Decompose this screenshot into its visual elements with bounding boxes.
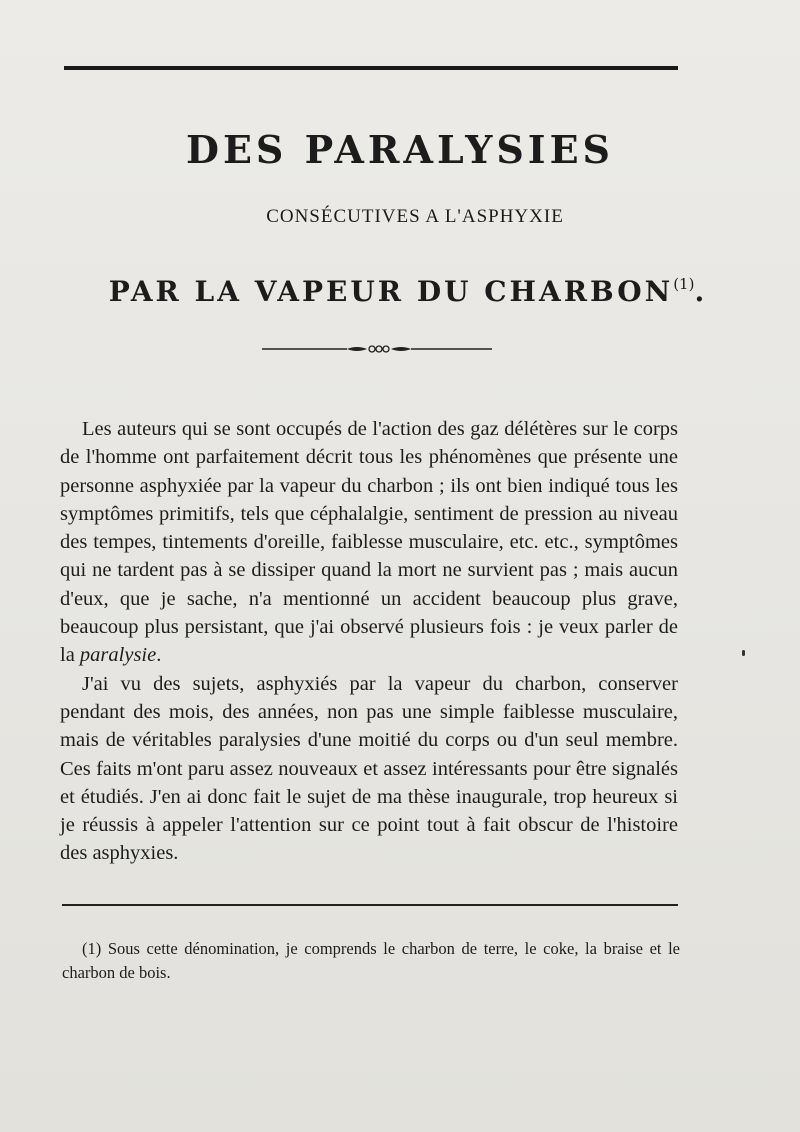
paragraph-text: Les auteurs qui se sont occupés de l'action des gaz délétères sur le corps de l'homme ont parfaitement décrit tous les phénomènes que présente une personne asphyxiée par la vapeur du charbon ; ils ont bien indiqué tous les symptômes primitifs, tels que céphalalgie, sentiment de pression au niveau des tempes, tintements d'oreille, faiblesse musculaire, etc. etc., symptômes qui ne tardent pas à se dissiper quand la mort ne survient pas ; mais aucun d'eux, que je sache, n'a mentionné un accident beaucoup plus grave, beaucoup plus persistant, que j'ai observé plusieurs fois : je veux parler de la (60, 418, 678, 667)
title-period: . (694, 275, 708, 308)
ornament-divider-icon (262, 340, 492, 356)
page-subtitle: CONSÉCUTIVES A L'ASPHYXIE (266, 206, 564, 227)
title-line-three-text: PAR LA VAPEUR DU CHARBON (108, 275, 674, 308)
paragraph: J'ai vu des sujets, asphyxiés par la vapeur du charbon, conserver pendant des mois, des années, non pas une simple faiblesse musculaire, mais de véritables paralysies d'une moitié du corps ou d'un seul membre. Ces faits m'ont paru assez nouveaux et assez intéressants pour être signalés et étudiés. J'en ai donc fait le sujet de ma thèse inaugurale, trop heureux si je réussis à appeler l'attention sur ce point tout à fait obscur de l'histoire des asphyxies. (60, 672, 678, 865)
footnote: (1) Sous cette dénomination, je comprends le charbon de terre, le coke, la braise et le charbon de bois. (62, 939, 680, 982)
footnote-rule (62, 904, 678, 906)
paragraph-end: . (156, 644, 162, 667)
footnote-reference: (1) (673, 275, 695, 293)
page-title: DES PARALYSIES (186, 127, 614, 172)
page-title-line-three (0, 265, 800, 311)
top-rule (64, 66, 678, 70)
ink-speck (742, 650, 745, 656)
paragraph (60, 415, 678, 670)
emphasis-text: paralysie (79, 644, 157, 667)
body-text (60, 415, 678, 868)
